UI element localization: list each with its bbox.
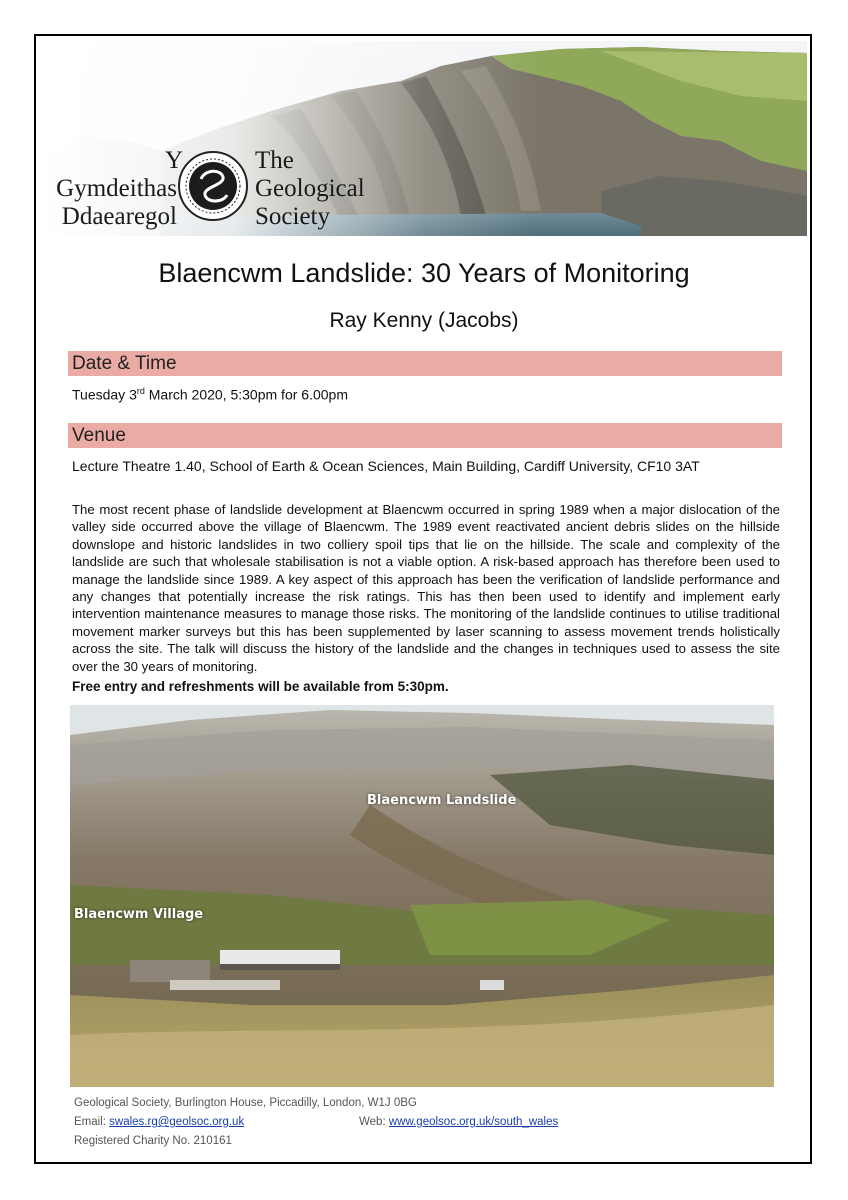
date-day: Tuesday 3 <box>72 386 137 403</box>
header-banner <box>41 41 807 236</box>
venue-heading: Venue <box>68 423 782 448</box>
logo-english-line: The <box>255 147 294 174</box>
valley-landscape-image <box>70 705 774 1087</box>
logo-english-line: Society <box>255 203 330 230</box>
event-title: Blaencwm Landslide: 30 Years of Monitoring <box>158 258 690 288</box>
date-time: March 2020, 5:30pm for 6.00pm <box>144 386 348 403</box>
footer-web <box>359 1116 558 1128</box>
logo-english-name <box>255 147 365 231</box>
logo-welsh-name <box>165 147 187 175</box>
email-label: Email: <box>74 1116 110 1128</box>
email-link[interactable]: swales.rg@geolsoc.org.uk <box>109 1116 245 1128</box>
footer-charity: Registered Charity No. 210161 <box>74 1135 232 1147</box>
landslide-label: Blaencwm Landslide <box>367 793 517 808</box>
village-label: Blaencwm Village <box>74 907 204 922</box>
refreshments-note: Free entry and refreshments will be available from 5:30pm. <box>72 679 449 694</box>
date-ordinal: rd <box>136 386 145 396</box>
logo-welsh-line: Ddaearegol <box>61 203 177 230</box>
web-link[interactable]: www.geolsoc.org.uk/south_wales <box>388 1116 559 1128</box>
event-speaker: Ray Kenny (Jacobs) <box>329 309 519 332</box>
logo-welsh-name-lines <box>49 175 177 231</box>
landslide-photo <box>70 705 774 1087</box>
logo-welsh-line: Gymdeithas <box>56 175 177 202</box>
logo-english-line: Geological <box>255 175 365 202</box>
venue-text: Lecture Theatre 1.40, School of Earth & Ocean Sciences, Main Building, Cardiff University, CF10 3AT <box>72 458 700 474</box>
date-time-text <box>72 386 348 403</box>
date-heading: Date & Time <box>68 351 782 376</box>
footer-address: Geological Society, Burlington House, Piccadilly, London, W1J 0BG <box>74 1097 417 1109</box>
logo-welsh-line: Y <box>165 147 184 174</box>
society-emblem-icon <box>179 152 247 220</box>
abstract-text: The most recent phase of landslide development at Blaencwm occurred in spring 1989 when a major dislocation of the valley side occurred above the village of Blaencwm. The 1989 event reactivated ancient debris slides on the hillside downslope and historic landslides in two colliery spoil tips that lie on the hillside. The scale and complexity of the landslide are such that wholesale stabilisation is not a viable option. A risk-based approach has therefore been used to manage the landslide since 1989. A key aspect of this approach has been the verification of landslide performance and any changes that potentially increase the risk ratings. This has then been used to identify and implement early intervention maintenance measures to manage those risks. The monitoring of the landslide continues to utilise traditional movement marker surveys but this has been supplemented by laser scanning to assess movement trends holistically across the site. The talk will discuss the history of the landslide and the changes in techniques used to assess the site over the 30 years of monitoring. <box>72 502 780 674</box>
web-label: Web: <box>359 1116 389 1128</box>
footer-email <box>74 1116 244 1128</box>
